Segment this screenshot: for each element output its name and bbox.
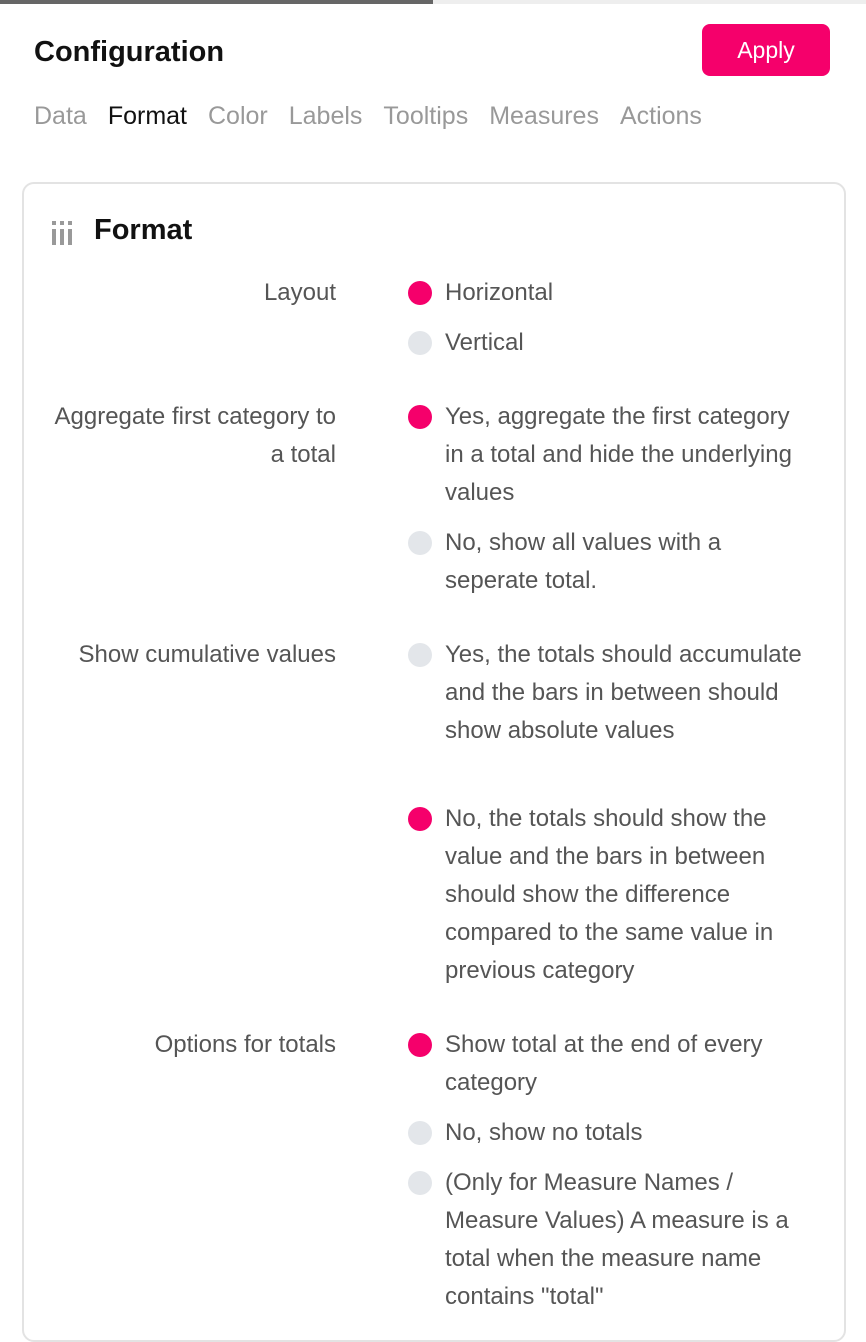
tab-color[interactable]: Color xyxy=(208,102,268,130)
layout-option-horizontal[interactable] xyxy=(408,274,818,312)
totals-option-measure[interactable] xyxy=(408,1164,818,1316)
option-label: (Only for Measure Names / Measure Values) A measure is a total when the measure name contains "total" xyxy=(445,1169,789,1310)
tab-tooltips[interactable]: Tooltips xyxy=(383,102,469,130)
radio-icon[interactable] xyxy=(408,281,432,305)
totals-option-none[interactable] xyxy=(408,1114,818,1152)
tab-format[interactable]: Format xyxy=(107,102,187,130)
radio-icon[interactable] xyxy=(408,405,432,429)
totals-label: Options for totals xyxy=(154,1031,336,1058)
drag-handle-icon[interactable] xyxy=(52,217,74,245)
section-title: Format xyxy=(94,214,193,246)
tab-labels[interactable]: Labels xyxy=(288,102,363,130)
aggregate-option-yes[interactable] xyxy=(408,398,818,512)
radio-icon[interactable] xyxy=(408,807,432,831)
cumulative-option-yes[interactable] xyxy=(408,636,818,750)
option-label: Show total at the end of every category xyxy=(445,1031,763,1096)
radio-icon[interactable] xyxy=(408,1033,432,1057)
radio-icon[interactable] xyxy=(408,531,432,555)
progress-track xyxy=(0,0,866,4)
layout-option-vertical[interactable] xyxy=(408,324,818,362)
radio-icon[interactable] xyxy=(408,1171,432,1195)
page-title: Configuration xyxy=(34,36,225,68)
aggregate-option-no[interactable] xyxy=(408,524,818,600)
tab-actions[interactable]: Actions xyxy=(619,102,702,130)
option-label: Yes, aggregate the first category in a total and hide the underlying values xyxy=(445,403,792,506)
cumulative-option-no[interactable] xyxy=(408,800,818,990)
option-label: Yes, the totals should accumulate and the bars in between should show absolute values xyxy=(445,641,802,744)
progress-fill xyxy=(0,0,433,4)
radio-icon[interactable] xyxy=(408,331,432,355)
totals-option-end[interactable] xyxy=(408,1026,818,1102)
layout-label: Layout xyxy=(263,279,336,306)
section-header xyxy=(52,214,192,247)
option-label: No, show no totals xyxy=(445,1119,643,1146)
option-label: No, show all values with a seperate total. xyxy=(445,529,722,594)
tab-data[interactable]: Data xyxy=(34,102,87,130)
option-label: Horizontal xyxy=(445,279,554,306)
apply-button[interactable]: Apply xyxy=(702,24,830,76)
cumulative-label: Show cumulative values xyxy=(78,641,336,668)
tab-bar xyxy=(34,102,702,131)
radio-icon[interactable] xyxy=(408,1121,432,1145)
radio-icon[interactable] xyxy=(408,643,432,667)
option-label: No, the totals should show the value and the bars in between should show the difference compared to the same value in previous category xyxy=(445,805,774,984)
tab-measures[interactable]: Measures xyxy=(489,102,599,130)
aggregate-label: Aggregate first category to a total xyxy=(54,403,336,468)
option-label: Vertical xyxy=(445,329,524,356)
